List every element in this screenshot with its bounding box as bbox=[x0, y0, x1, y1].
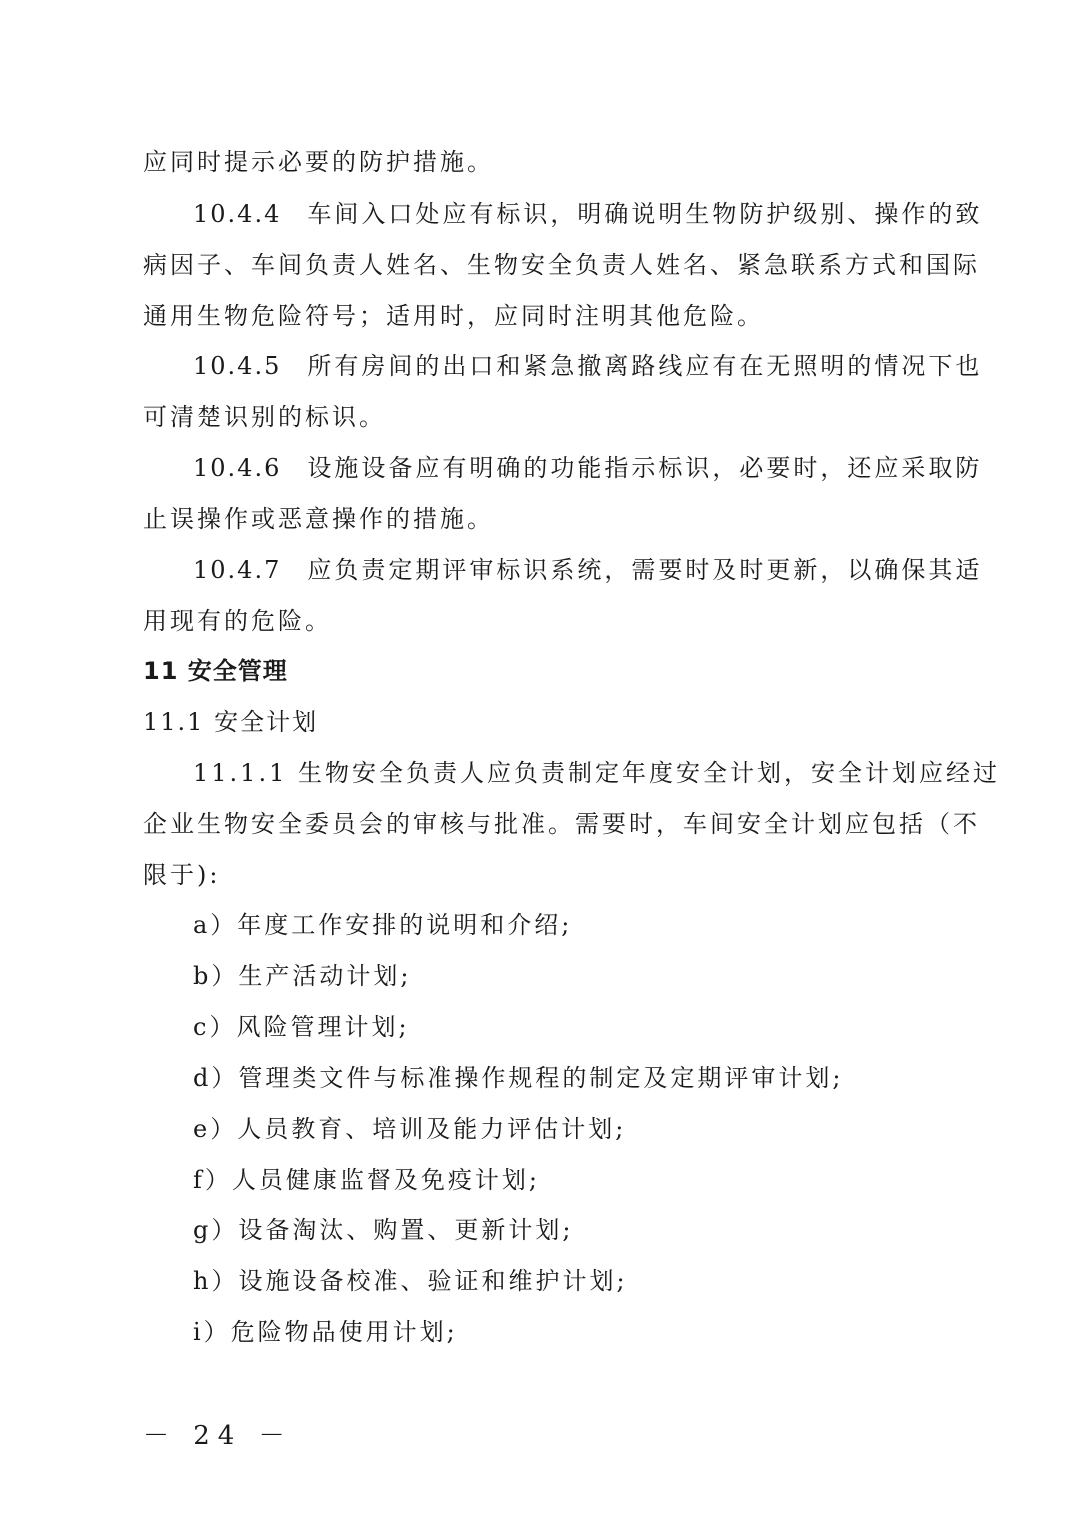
list-item-g: g）设备淘汰、购置、更新计划; bbox=[193, 1216, 574, 1244]
paragraph-line: 可清楚识别的标识。 bbox=[143, 403, 386, 431]
clause-10-4-5-first-line bbox=[193, 350, 983, 382]
list-item-e: e）人员教育、培训及能力评估计划; bbox=[193, 1115, 627, 1143]
list-item-i: i）危险物品使用计划; bbox=[193, 1318, 458, 1346]
clause-text: 车间入口处应有标识，明确说明生物防护级别、操作的致 bbox=[307, 200, 983, 228]
section-heading-11: 11 安全管理 bbox=[143, 657, 288, 685]
clause-number: 10.4.4 bbox=[193, 200, 282, 228]
paragraph-line: 企业生物安全委员会的审核与批准。需要时，车间安全计划应包括（不 bbox=[143, 810, 980, 838]
page-number: － 24 － bbox=[143, 1421, 293, 1451]
clause-text: 所有房间的出口和紧急撤离路线应有在无照明的情况下也 bbox=[307, 352, 983, 380]
list-item-c: c）风险管理计划; bbox=[193, 1013, 410, 1041]
clause-number: 10.4.7 bbox=[193, 556, 282, 584]
clause-10-4-6-first-line bbox=[193, 452, 983, 484]
clause-10-4-7-first-line bbox=[193, 554, 983, 586]
clause-number: 10.4.6 bbox=[193, 454, 282, 482]
list-item-f: f）人员健康监督及免疫计划; bbox=[193, 1166, 540, 1194]
paragraph-line: 病因子、车间负责人姓名、生物安全负责人姓名、紧急联系方式和国际 bbox=[143, 251, 980, 279]
paragraph-line: 通用生物危险符号；适用时，应同时注明其他危险。 bbox=[143, 302, 764, 330]
clause-number: 10.4.5 bbox=[193, 352, 282, 380]
paragraph-line: 用现有的危险。 bbox=[143, 607, 332, 635]
paragraph-line: 止误操作或恶意操作的措施。 bbox=[143, 505, 494, 533]
clause-text: 设施设备应有明确的功能指示标识，必要时，还应采取防 bbox=[307, 454, 983, 482]
paragraph-line: 应同时提示必要的防护措施。 bbox=[143, 148, 494, 176]
list-item-b: b）生产活动计划; bbox=[193, 962, 412, 990]
paragraph-line: 限于): bbox=[143, 861, 221, 889]
clause-11-1-1-first-line: 11.1.1 生物安全负责人应负责制定年度安全计划，安全计划应经过 bbox=[193, 759, 1000, 787]
list-item-d: d）管理类文件与标准操作规程的制定及定期评审计划; bbox=[193, 1064, 844, 1092]
subsection-heading-11-1: 11.1 安全计划 bbox=[143, 708, 319, 736]
clause-10-4-4-first-line bbox=[193, 198, 983, 230]
list-item-h: h）设施设备校准、验证和维护计划; bbox=[193, 1267, 628, 1295]
clause-text: 应负责定期评审标识系统，需要时及时更新，以确保其适 bbox=[307, 556, 983, 584]
list-item-a: a）年度工作安排的说明和介绍; bbox=[193, 911, 573, 939]
